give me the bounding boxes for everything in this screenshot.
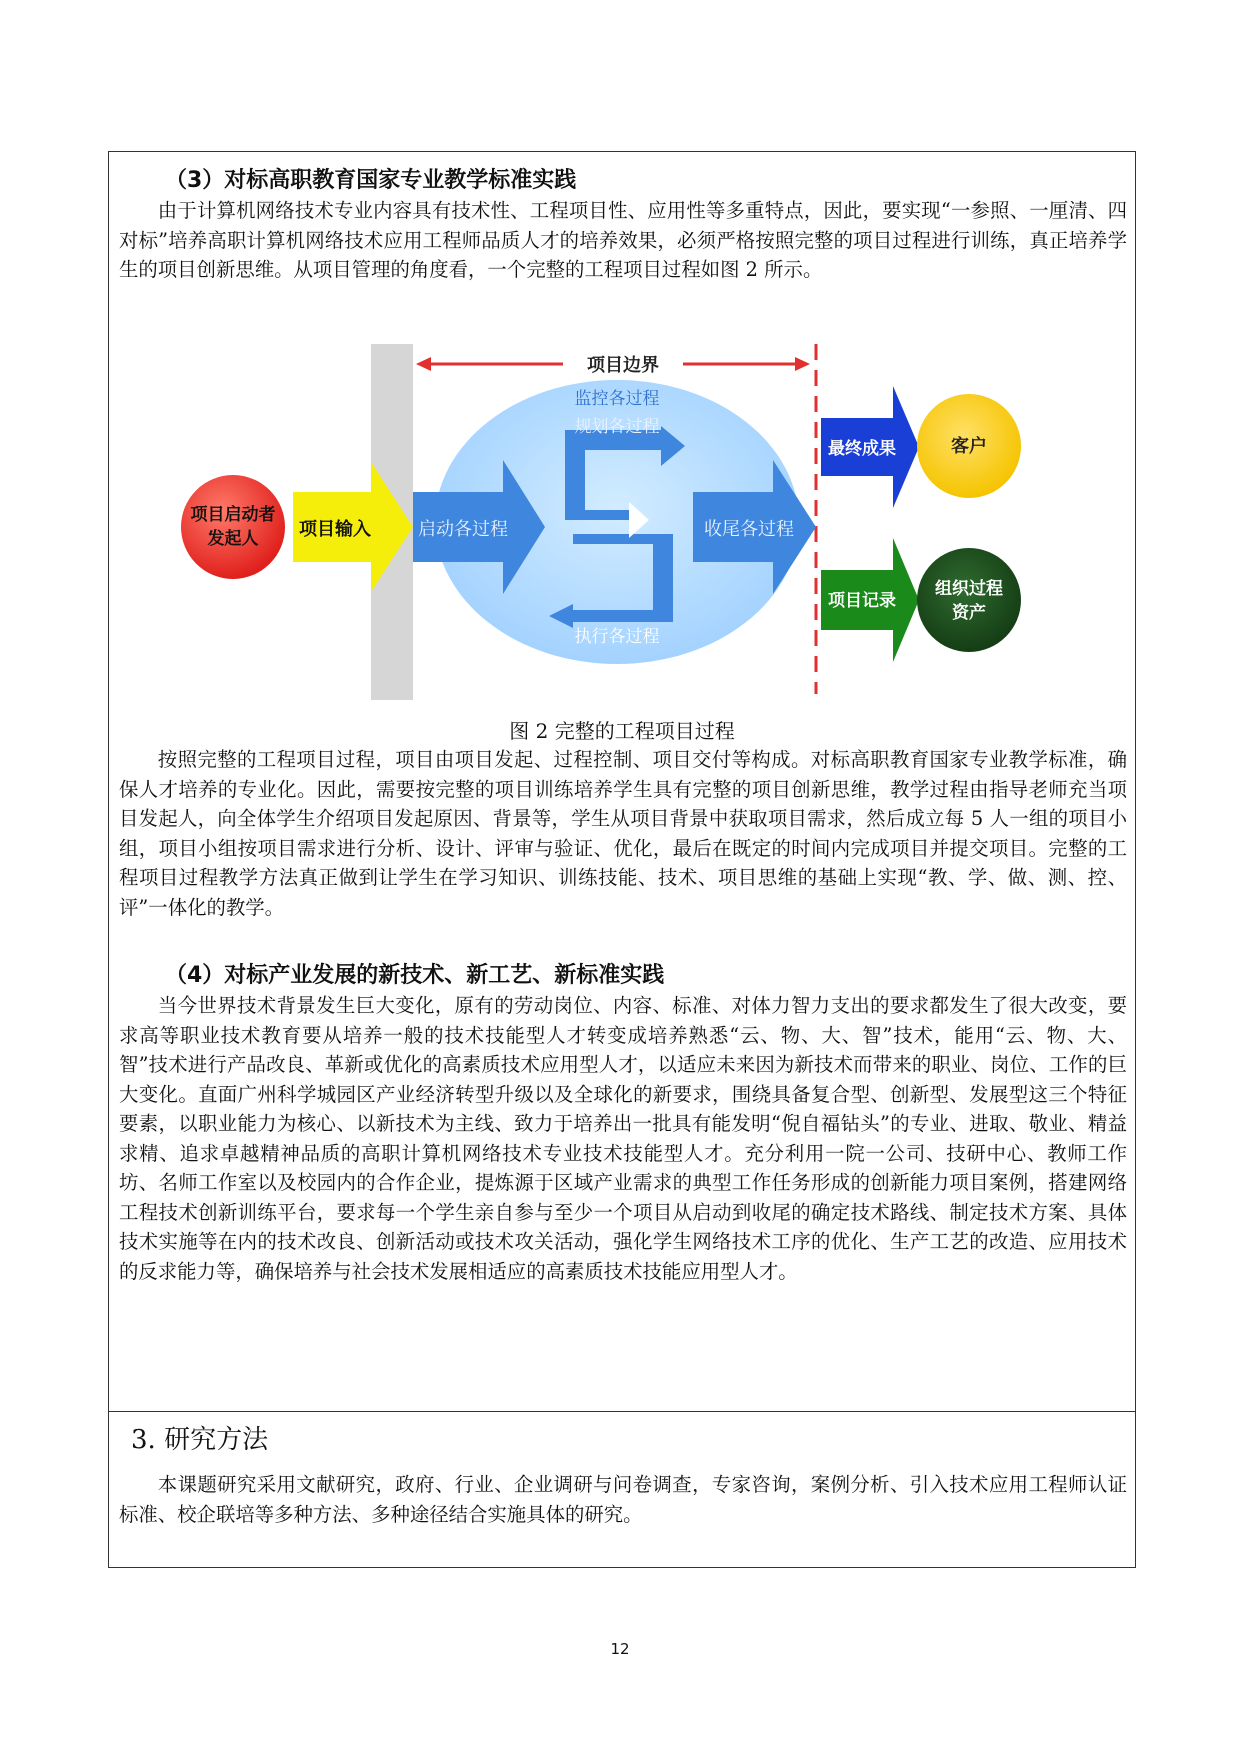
final-result-label: 最终成果 bbox=[828, 439, 896, 459]
project-process-figure bbox=[173, 342, 1073, 702]
figure-caption: 图 2 完整的工程项目过程 bbox=[509, 719, 735, 743]
initiator-label-line2: 发起人 bbox=[207, 529, 259, 549]
section-4-paragraph: 当今世界技术背景发生巨大变化，原有的劳动岗位、内容、标准、对体力智力支出的要求都发生了很大改变，要求高等职业技术教育要从培养一般的技术技能型人才转变成培养熟悉“云、物、大、智”技术，能用“云、物、大、智”技术进行产品改良、革新或优化的高素质技术应用型人才，以适应未来因为新技术而带来的职业、岗位、工作的巨大变化。直面广州科学城园区产业经济转型升级以及全球化的新要求，围绕具备复合型、创新型、发展型这三个特征要素，以职业能力为核心、以新技术为主线、致力于培养出一批具有能发明“倪自福钻头”的专业、进取、敬业、精益求精、追求卓越精神品质的高职计算机网络技术专业技术技能型人才。充分利用一院一公司、技研中心、教师工作坊、名师工作室以及校园内的合作企业，提炼源于区域产业需求的典型工作任务形成的创新能力项目案例，搭建网络工程技术创新训练平台，要求每一个学生亲自参与至少一个项目从启动到收尾的确定技术路线、制定技术方案、具体技术实施等在内的技术改良、创新活动或技术攻关活动，强化学生网络技术工序的优化、生产工艺的改造、应用技术的反求能力等，确保培养与社会技术发展相适应的高素质技术技能应用型人才。 bbox=[119, 994, 1127, 1283]
page-number: 12 bbox=[610, 1640, 630, 1658]
assets-label-line1: 组织过程 bbox=[935, 579, 1003, 599]
section-divider bbox=[109, 1411, 1135, 1412]
section-3-paragraph-2: 按照完整的工程项目过程，项目由项目发起、过程控制、项目交付等构成。对标高职教育国家专业教学标准，确保人才培养的专业化。因此，需要按完整的项目训练培养学生具有完整的项目创新思维，教学过程由指导老师充当项目发起人，向全体学生介绍项目发起原因、背景等，学生从项目背景中获取项目需求，然后成立每 5 人一组的项目小组，项目小组按项目需求进行分析、设计、评审与验证、优化，最后在既定的时间内完成项目并提交项目。完整的工程项目过程教学方法真正做到让学生在学习知识、训练技能、技术、项目思维的基础上实现“教、学、做、测、控、评”一体化的教学。 bbox=[119, 748, 1127, 919]
planning-label: 规划各过程 bbox=[574, 417, 660, 437]
records-label: 项目记录 bbox=[828, 591, 896, 611]
research-methods-heading: 3. 研究方法 bbox=[131, 1425, 269, 1455]
initiating-label: 启动各过程 bbox=[418, 519, 508, 540]
input-label: 项目输入 bbox=[299, 519, 371, 540]
closing-label: 收尾各过程 bbox=[704, 519, 794, 540]
research-methods-paragraph: 本课题研究采用文献研究，政府、行业、企业调研与问卷调查，专家咨询，案例分析、引入技术应用工程师认证标准、校企联培等多种方法、多种途径结合实施具体的研究。 bbox=[119, 1473, 1127, 1526]
content-table-frame bbox=[108, 151, 1136, 1568]
assets-circle bbox=[917, 548, 1021, 652]
monitoring-label: 监控各过程 bbox=[574, 389, 660, 409]
initiator-label-line1: 项目启动者 bbox=[190, 505, 276, 525]
boundary-arrowhead-left bbox=[416, 357, 431, 371]
assets-label-line2: 资产 bbox=[952, 603, 986, 623]
initiator-circle bbox=[181, 475, 285, 579]
executing-label: 执行各过程 bbox=[574, 627, 660, 647]
boundary-arrowhead-right bbox=[795, 357, 810, 371]
section-3-heading: （3）对标高职教育国家专业教学标准实践 bbox=[165, 168, 577, 193]
section-4-heading: （4）对标产业发展的新技术、新工艺、新标准实践 bbox=[165, 963, 665, 988]
section-3-paragraph-1: 由于计算机网络技术专业内容具有技术性、工程项目性、应用性等多重特点，因此，要实现“一参照、一厘清、四对标”培养高职计算机网络技术应用工程师品质人才的培养效果，必须严格按照完整的项目过程进行训练，真正培养学生的项目创新思维。从项目管理的角度看，一个完整的工程项目过程如图 2 所示。 bbox=[119, 199, 1127, 281]
boundary-label: 项目边界 bbox=[587, 355, 659, 376]
customer-label: 客户 bbox=[951, 436, 987, 457]
